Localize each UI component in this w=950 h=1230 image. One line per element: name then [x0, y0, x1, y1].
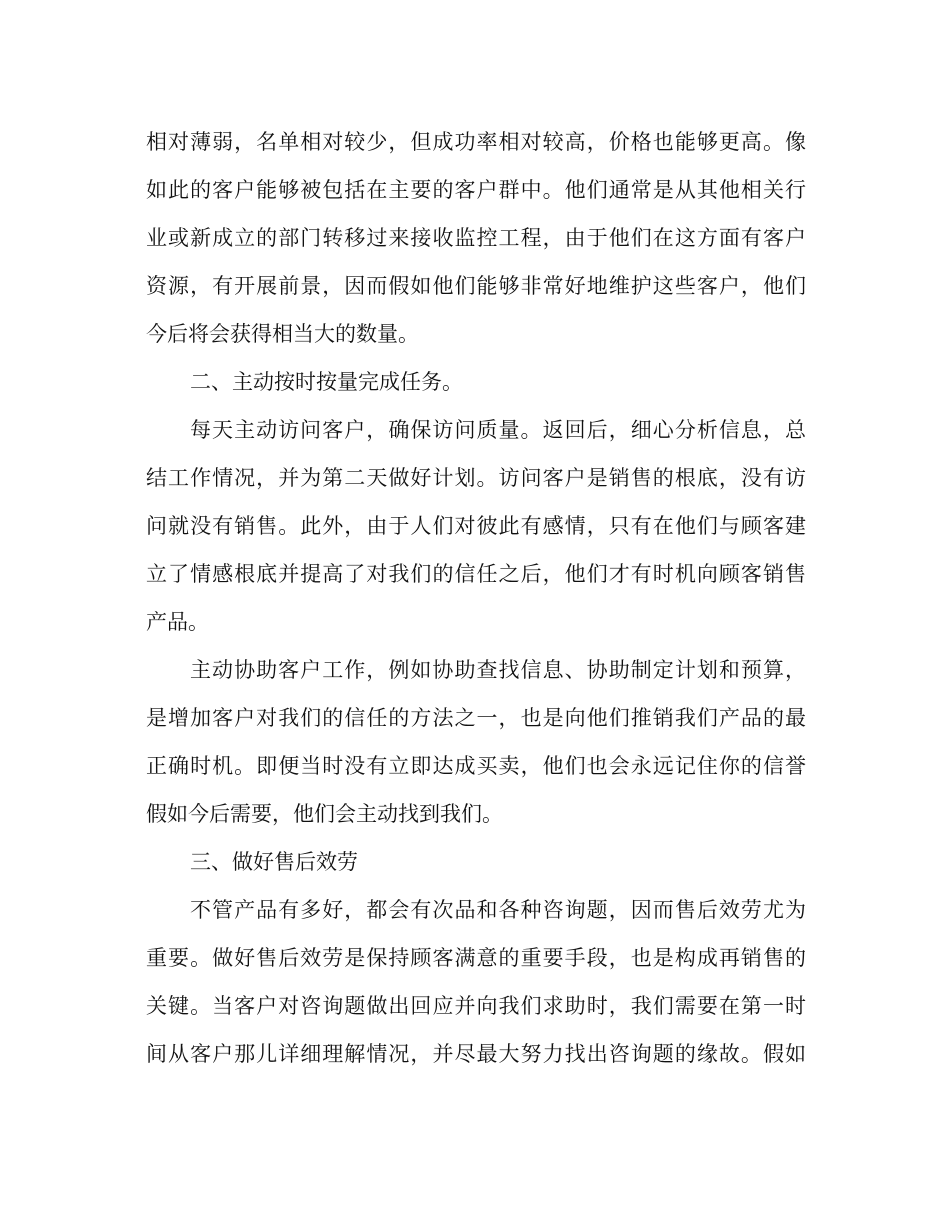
body-text-line: 重要。做好售后效劳是保持顾客满意的重要手段，也是构成再销售的: [146, 946, 806, 970]
body-text-line: 关键。当客户对咨询题做出回应并向我们求助时，我们需要在第一时: [146, 994, 806, 1018]
body-text-line: 间从客户那儿详细理解情况，并尽最大努力找出咨询题的缘故。假如: [146, 1042, 806, 1066]
body-text-line: 每天主动访问客户，确保访问质量。返回后，细心分析信息，总: [190, 418, 806, 442]
body-text-line: 结工作情况，并为第二天做好计划。访问客户是销售的根底，没有访: [146, 466, 806, 490]
section-heading: 二、主动按时按量完成任务。: [190, 370, 463, 394]
body-text-line: 问就没有销售。此外，由于人们对彼此有感情，只有在他们与顾客建: [146, 514, 806, 538]
body-text-line: 正确时机。即便当时没有立即达成买卖，他们也会永远记住你的信誉: [146, 754, 806, 778]
body-text-line: 不管产品有多好，都会有次品和各种咨询题，因而售后效劳尤为: [190, 898, 806, 922]
body-text-line: 假如今后需要，他们会主动找到我们。: [146, 802, 503, 826]
section-heading: 三、做好售后效劳: [190, 850, 358, 874]
body-text-line: 是增加客户对我们的信任的方法之一，也是向他们推销我们产品的最: [146, 706, 806, 730]
body-text-line: 资源，有开展前景，因而假如他们能够非常好地维护这些客户，他们: [146, 274, 806, 298]
body-text-line: 相对薄弱，名单相对较少，但成功率相对较高，价格也能够更高。像: [146, 130, 806, 154]
body-text-line: 如此的客户能够被包括在主要的客户群中。他们通常是从其他相关行: [146, 178, 806, 202]
body-text-line: 今后将会获得相当大的数量。: [146, 322, 419, 346]
body-text-line: 立了情感根底并提高了对我们的信任之后，他们才有时机向顾客销售: [146, 562, 806, 586]
body-text-line: 产品。: [146, 610, 209, 634]
body-text-line: 主动协助客户工作，例如协助查找信息、协助制定计划和预算，: [190, 658, 806, 682]
body-text-line: 业或新成立的部门转移过来接收监控工程，由于他们在这方面有客户: [146, 226, 806, 250]
